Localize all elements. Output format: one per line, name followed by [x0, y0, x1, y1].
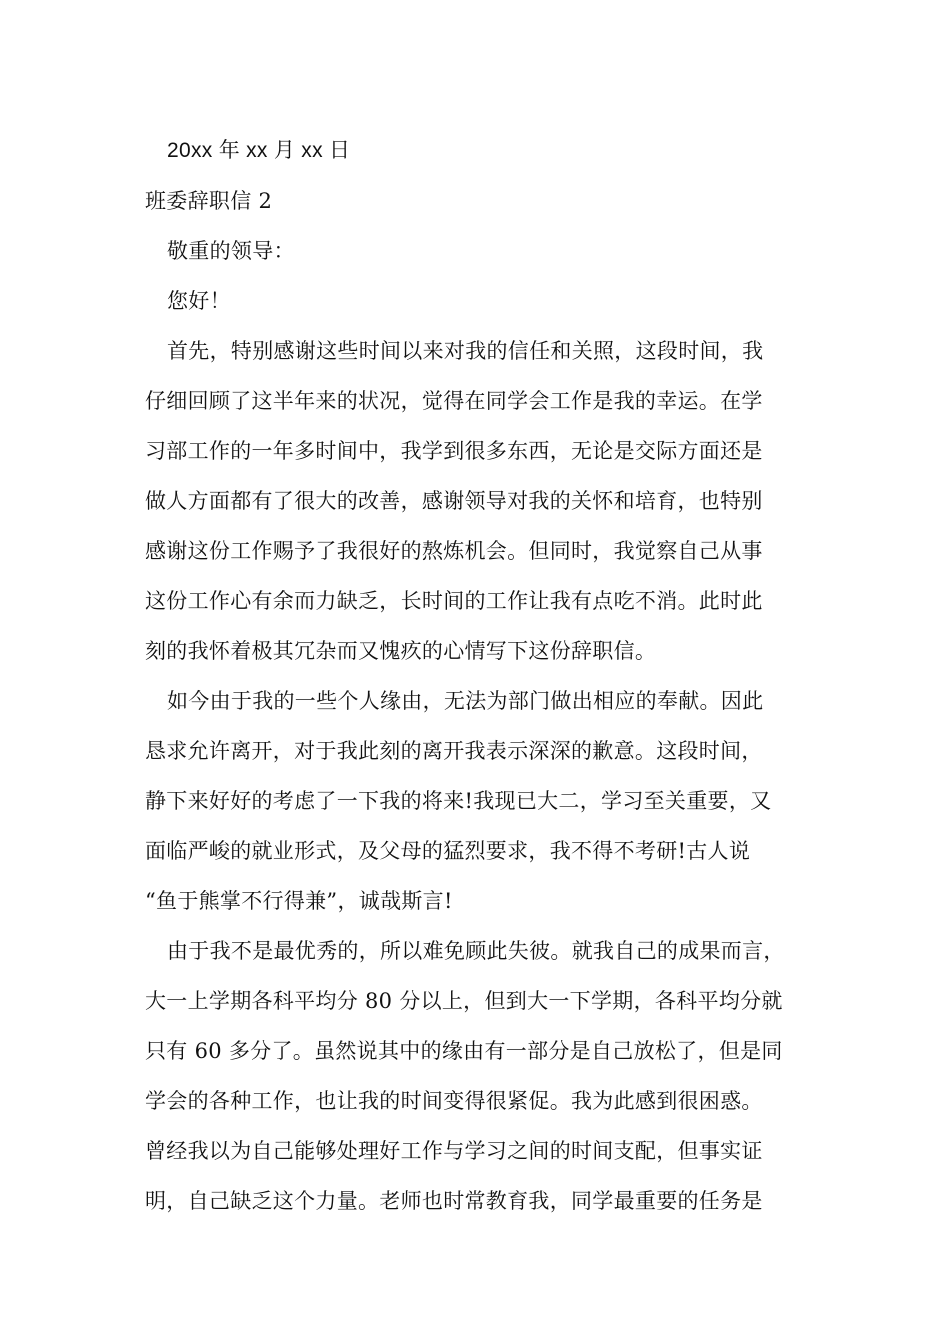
paragraph-1-line-5: 感谢这份工作赐予了我很好的熬炼机会。但同时，我觉察自己从事 [145, 539, 763, 563]
paragraph-1-line-7: 刻的我怀着极其冗杂而又愧疚的心情写下这份辞职信。 [145, 639, 657, 663]
paragraph-2-line-1: 如今由于我的一些个人缘由，无法为部门做出相应的奉献。因此 [167, 689, 764, 713]
date-line: 20xx 年 xx 月 xx 日 [167, 139, 351, 162]
greeting: 您好！ [167, 289, 231, 313]
paragraph-1-line-3: 习部工作的一年多时间中，我学到很多东西，无论是交际方面还是 [145, 439, 763, 463]
paragraph-2-line-3: 静下来好好的考虑了一下我的将来!我现已大二，学习至关重要，又 [145, 789, 772, 813]
paragraph-2-line-4: 面临严峻的就业形式，及父母的猛烈要求，我不得不考研!古人说 [145, 839, 751, 863]
paragraph-3-line-4: 学会的各种工作，也让我的时间变得很紧促。我为此感到很困惑。 [145, 1089, 763, 1113]
paragraph-3-line-2: 大一上学期各科平均分 80 分以上，但到大一下学期，各科平均分就 [145, 989, 783, 1013]
paragraph-2-line-2: 恳求允许离开，对于我此刻的离开我表示深深的歉意。这段时间， [145, 739, 763, 763]
paragraph-3-line-1: 由于我不是最优秀的，所以难免顾此失彼。就我自己的成果而言， [167, 939, 785, 963]
paragraph-3-line-6: 明，自己缺乏这个力量。老师也时常教育我，同学最重要的任务是 [145, 1189, 763, 1213]
salutation: 敬重的领导： [167, 239, 295, 263]
paragraph-1-line-2: 仔细回顾了这半年来的状况，觉得在同学会工作是我的幸运。在学 [145, 389, 763, 413]
paragraph-1-line-6: 这份工作心有余而力缺乏，长时间的工作让我有点吃不消。此时此 [145, 589, 763, 613]
paragraph-2-line-5: “鱼于熊掌不行得兼”，诚哉斯言! [145, 889, 453, 913]
paragraph-3-line-3: 只有 60 多分了。虽然说其中的缘由有一部分是自己放松了，但是同 [145, 1039, 783, 1063]
paragraph-1-line-1: 首先，特别感谢这些时间以来对我的信任和关照，这段时间，我 [167, 339, 764, 363]
paragraph-3-line-5: 曾经我以为自己能够处理好工作与学习之间的时间支配，但事实证 [145, 1139, 763, 1163]
letter-title: 班委辞职信 2 [145, 189, 273, 213]
paragraph-1-line-4: 做人方面都有了很大的改善，感谢领导对我的关怀和培育，也特别 [145, 489, 763, 513]
